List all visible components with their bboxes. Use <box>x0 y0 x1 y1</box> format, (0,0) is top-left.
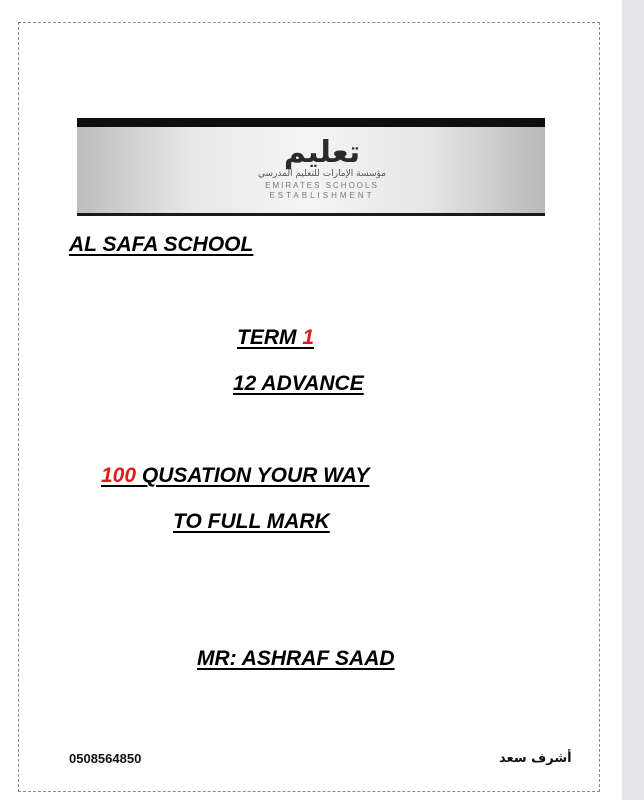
term-heading <box>237 326 314 350</box>
school-name: AL SAFA SCHOOL <box>69 233 254 256</box>
logo-english-line1: EMIRATES SCHOOLS <box>265 181 379 190</box>
viewer-gutter <box>622 0 644 800</box>
emirates-schools-logo <box>77 118 545 216</box>
document-page <box>18 22 600 792</box>
footer-phone: 0508564850 <box>69 751 142 766</box>
teacher-name: MR: ASHRAF SAAD <box>197 647 395 670</box>
grade-heading: 12 ADVANCE <box>233 372 364 395</box>
footer-arabic-name: أشرف سعد <box>499 751 572 766</box>
logo-bottom-bar <box>77 213 545 216</box>
term-number: 1 <box>302 326 315 349</box>
logo-english-line2: ESTABLISHMENT <box>269 191 375 200</box>
title-line-1-text: QUSATION YOUR WAY <box>136 464 370 487</box>
logo-arabic-subtitle: مؤسسة الإمارات للتعليم المدرسي <box>258 169 386 179</box>
question-count: 100 <box>101 464 137 487</box>
term-label: TERM <box>237 326 303 349</box>
title-line-2: TO FULL MARK <box>173 510 330 533</box>
logo-top-bar <box>77 118 545 127</box>
logo-arabic-wordmark: تعليم <box>283 135 361 170</box>
title-line-1 <box>101 464 369 488</box>
logo-mark <box>227 132 397 204</box>
